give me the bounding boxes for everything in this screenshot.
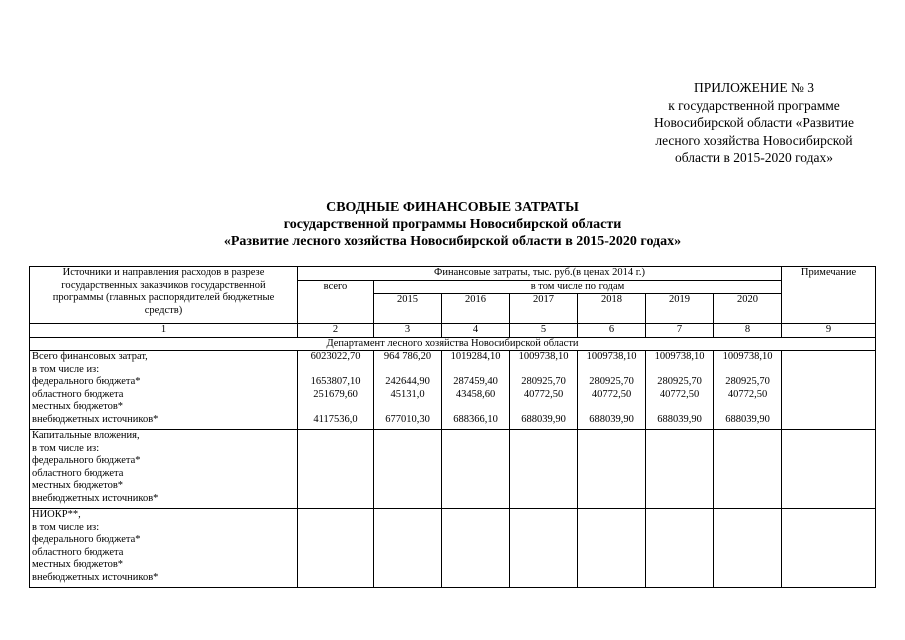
column-number: 3: [374, 324, 442, 338]
empty-cell: [442, 509, 510, 588]
cell-value: [376, 364, 439, 377]
cell-value: [444, 364, 507, 377]
cell-value: [444, 401, 507, 414]
header-sources-line: средств): [144, 304, 183, 316]
cell-value: 280925,70: [657, 376, 702, 387]
row-label: местных бюджетов*: [32, 401, 124, 412]
cell-value: [716, 401, 779, 414]
header-total: всего: [298, 280, 374, 324]
note-cell: [782, 509, 876, 588]
column-number: 6: [578, 324, 646, 338]
cell-value: 40772,50: [591, 388, 632, 400]
appendix-line: к государственной программе: [668, 97, 840, 113]
row-label: НИОКР**,: [32, 509, 81, 520]
row-label: областного бюджета: [32, 388, 124, 400]
row-labels: [30, 430, 298, 509]
empty-cell: [646, 430, 714, 509]
row-label: в том числе из:: [32, 442, 100, 454]
title-line: «Развитие лесного хозяйства Новосибирской области в 2015-2020 годах»: [223, 234, 682, 249]
cell-value: 688039,90: [521, 413, 566, 425]
empty-cell: [374, 430, 442, 509]
cell-value: 677010,30: [385, 413, 430, 425]
header-year: 2020: [714, 294, 782, 324]
row-label: в том числе из:: [32, 363, 100, 375]
row-labels: [30, 509, 298, 588]
title-line: государственной программы Новосибирской области: [283, 217, 622, 232]
row-label: внебюджетных источников*: [32, 413, 159, 425]
header-year: 2018: [578, 294, 646, 324]
cell-value: 688039,90: [725, 413, 770, 425]
cell-value: [580, 364, 643, 377]
cell-value: 688366,10: [453, 413, 498, 425]
empty-cell: [646, 509, 714, 588]
cell-value: 4117536,0: [313, 413, 358, 425]
cell-value: [512, 364, 575, 377]
value-column-2019: [646, 351, 714, 430]
cell-value: 40772,50: [727, 388, 768, 400]
row-label: Всего финансовых затрат,: [32, 351, 148, 362]
appendix-line: лесного хозяйства Новосибирской: [655, 132, 853, 148]
cell-value: 287459,40: [453, 376, 498, 387]
empty-cell: [714, 430, 782, 509]
column-number: 9: [782, 324, 876, 338]
row-label: в том числе из:: [32, 521, 100, 533]
table-row: [30, 509, 876, 588]
department-row: Департамент лесного хозяйства Новосибирской области: [30, 337, 876, 351]
header-sources-line: государственных заказчиков государственной: [61, 279, 266, 291]
cell-value: 40772,50: [523, 388, 564, 400]
empty-cell: [510, 430, 578, 509]
row-label: федерального бюджета*: [32, 376, 141, 387]
appendix-line: Новосибирской области «Развитие: [654, 115, 854, 130]
value-column-2016: [442, 351, 510, 430]
table-row: [30, 430, 876, 509]
row-label: федерального бюджета*: [32, 534, 141, 545]
row-labels: [30, 351, 298, 430]
header-year: 2016: [442, 294, 510, 324]
cell-value: 964 786,20: [383, 351, 432, 362]
table-row: [30, 351, 876, 430]
header-by-years: в том числе по годам: [374, 280, 782, 294]
row-label: внебюджетных источников*: [32, 571, 159, 583]
empty-cell: [298, 509, 374, 588]
empty-cell: [442, 430, 510, 509]
empty-cell: [578, 509, 646, 588]
column-number: 7: [646, 324, 714, 338]
appendix-line: ПРИЛОЖЕНИЕ № 3: [693, 80, 815, 95]
column-number-row: [30, 324, 876, 338]
value-column-2018: [578, 351, 646, 430]
cell-value: 40772,50: [659, 388, 700, 400]
cell-value: [512, 401, 575, 414]
empty-cell: [714, 509, 782, 588]
row-label: местных бюджетов*: [32, 480, 124, 491]
header-sources: [30, 267, 298, 324]
cell-value: 45131,0: [390, 388, 425, 400]
cell-value: 242644,90: [385, 376, 430, 387]
empty-cell: [374, 509, 442, 588]
empty-cell: [578, 430, 646, 509]
cell-value: [648, 364, 711, 377]
column-number: 4: [442, 324, 510, 338]
cell-value: 688039,90: [589, 413, 634, 425]
empty-cell: [298, 430, 374, 509]
cell-value: [376, 401, 439, 414]
header-year: 2019: [646, 294, 714, 324]
cell-value: 280925,70: [725, 376, 770, 387]
cell-value: 6023022,70: [310, 351, 361, 362]
cell-value: [648, 401, 711, 414]
cell-value: 1009738,10: [586, 351, 637, 362]
cell-value: 280925,70: [521, 376, 566, 387]
cell-value: [300, 401, 371, 414]
value-column-total: [298, 351, 374, 430]
title-line: СВОДНЫЕ ФИНАНСОВЫЕ ЗАТРАТЫ: [326, 200, 579, 215]
cell-value: 251679,60: [313, 388, 358, 400]
cell-value: [580, 401, 643, 414]
cell-value: 1019284,10: [450, 351, 501, 362]
header-note: Примечание: [782, 267, 876, 324]
cell-value: 1009738,10: [518, 351, 569, 362]
column-number: 5: [510, 324, 578, 338]
row-label: местных бюджетов*: [32, 559, 124, 570]
column-number: 1: [30, 324, 298, 338]
row-label: областного бюджета: [32, 546, 124, 558]
header-year: 2015: [374, 294, 442, 324]
cell-value: 1653807,10: [310, 376, 361, 387]
value-column-2017: [510, 351, 578, 430]
row-label: федерального бюджета*: [32, 455, 141, 466]
column-number: 8: [714, 324, 782, 338]
header-sources-line: Источники и направления расходов в разрезе: [62, 267, 265, 278]
cell-value: [716, 364, 779, 377]
value-column-2015: [374, 351, 442, 430]
note-cell: [782, 430, 876, 509]
header-year: 2017: [510, 294, 578, 324]
header-financial: Финансовые затраты, тыс. руб.(в ценах 2014 г.): [298, 267, 782, 281]
document-title: [0, 199, 905, 250]
appendix-note: [640, 79, 868, 167]
header-sources-line: программы (главных распорядителей бюджетные: [52, 292, 275, 303]
cell-value: 1009738,10: [722, 351, 773, 362]
row-label: областного бюджета: [32, 467, 124, 479]
financial-costs-table: [29, 266, 876, 588]
empty-cell: [510, 509, 578, 588]
note-cell: [782, 351, 876, 430]
row-label: Капитальные вложения,: [32, 430, 140, 441]
column-number: 2: [298, 324, 374, 338]
appendix-line: области в 2015-2020 годах»: [674, 150, 834, 165]
cell-value: 688039,90: [657, 413, 702, 425]
row-label: внебюджетных источников*: [32, 492, 159, 504]
cell-value: 280925,70: [589, 376, 634, 387]
cell-value: 1009738,10: [654, 351, 705, 362]
cell-value: 43458,60: [455, 388, 496, 400]
cell-value: [300, 364, 371, 377]
value-column-2020: [714, 351, 782, 430]
